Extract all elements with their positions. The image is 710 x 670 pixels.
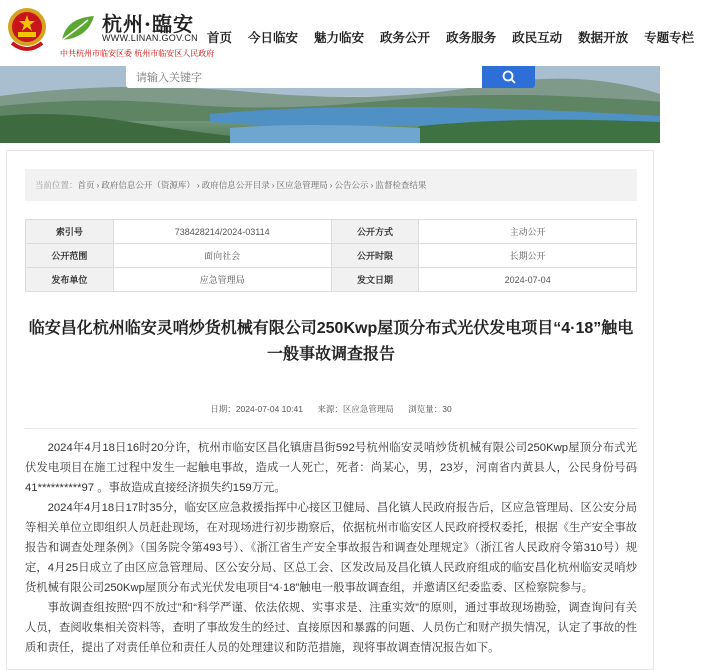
- meta-value-issue-date: 2024-07-04: [419, 268, 637, 292]
- article-paragraph: 事故调查组按照“四不放过”和“科学严谨、依法依规、实事求是、注重实效”的原则，通过事故现场勘验，调查询问有关人员，查阅收集相关资料等，查明了事故发生的经过、直接原因和暴露的问题、人员伤亡和财产损失情况，认定了事故的性质和责任，提出了对责任单位和责任人员的处理建议和防范措施，现将事故调查情况报告如下。: [25, 602, 637, 654]
- breadcrumb-item-home[interactable]: 首页: [77, 180, 95, 190]
- metadata-table: [25, 219, 637, 292]
- breadcrumb-item-notices[interactable]: 公告公示: [334, 180, 369, 190]
- site-subtitle: 中共杭州市临安区委 杭州市临安区人民政府: [60, 49, 215, 58]
- search-button[interactable]: [482, 66, 535, 88]
- site-url: WWW.LINAN.GOV.CN: [102, 33, 198, 43]
- breadcrumb-item-info-catalog[interactable]: 政府信息公开目录: [201, 180, 270, 190]
- breadcrumb: 当前位置：首页 › 政府信息公开（资源库） › 政府信息公开目录 › 区应急管理局 › 公告公示 › 监督检查结果: [25, 169, 637, 201]
- meta-value-duration: 长期公开: [419, 244, 637, 268]
- divider: [25, 428, 637, 429]
- meta-key-duration: 公开时限: [331, 244, 419, 268]
- breadcrumb-item-inspection-results[interactable]: 监督检查结果: [375, 180, 427, 190]
- search-icon: [502, 70, 516, 84]
- meta-value-index: 738428214/2024-03114: [113, 220, 331, 244]
- breadcrumb-item-emergency-bureau[interactable]: 区应急管理局: [276, 180, 328, 190]
- leaf-logo-icon: [58, 12, 98, 44]
- article-body: [25, 438, 637, 658]
- breadcrumb-lead: 当前位置：: [35, 180, 78, 190]
- table-row: [26, 268, 637, 292]
- meta-key-open-method: 公开方式: [331, 220, 419, 244]
- meta-value-publisher: 应急管理局: [113, 268, 331, 292]
- search-input[interactable]: [126, 67, 482, 89]
- site-header: [0, 0, 695, 66]
- article-paragraph: 2024年4月18日17时35分，临安区应急救援指挥中心接区卫健局、昌化镇人民政府报告后，区应急管理局、区公安分局等相关单位立即组织人员赶赴现场，在对现场进行初步勘察后，依据杭州市临安区人民政府授权委托，根据《生产安全事故报告和调查处理条例》（国务院令第493号）、《浙江省生产安全事故报告和调查处理规定》（浙江省人民政府令第310号）规定，4月25日成立了由区应急管理局、区公安分局、区总工会、区发改局及昌化镇人民政府组成的临安昌化杭州临安灵哨炒货机械有限公司250Kwp屋顶分布式光伏发电项目“4·18”触电一般事故调查组，并邀请区纪委监委、区检察院参与。: [25, 502, 637, 594]
- article-card: [6, 150, 654, 670]
- meta-key-publisher: 发布单位: [26, 268, 114, 292]
- nav-gov-service[interactable]: 政务服务: [446, 31, 497, 45]
- breadcrumb-item-info-library[interactable]: 政府信息公开（资源库）: [101, 180, 195, 190]
- meta-key-scope: 公开范围: [26, 244, 114, 268]
- article-paragraph: 2024年4月18日16时20分许，杭州市临安区昌化镇唐昌街592号杭州临安灵哨炒货机械有限公司250Kwp屋顶分布式光伏发电项目在施工过程中发生一起触电事故，造成一人死亡，死者：尚某心，男，23岁，河南省内黄县人，公民身份号码41**********97 。事故造成直接经济损失约159万元。: [25, 442, 637, 494]
- national-emblem-icon: [6, 5, 48, 55]
- meta-value-open-method: 主动公开: [419, 220, 637, 244]
- main-nav: [207, 28, 710, 46]
- table-row: [26, 220, 637, 244]
- nav-data-open[interactable]: 数据开放: [578, 31, 629, 45]
- meta-value-scope: 面向社会: [113, 244, 331, 268]
- meta-key-issue-date: 发文日期: [331, 268, 419, 292]
- table-row: [26, 244, 637, 268]
- scenic-banner: [0, 66, 660, 143]
- article-source: 来源：区应急管理局: [317, 404, 394, 414]
- article-date: 日期：2024-07-04 10:41: [210, 404, 303, 414]
- nav-topics[interactable]: 专题专栏: [644, 31, 695, 45]
- article-title: [25, 316, 637, 368]
- article-views: 浏览量：30: [408, 404, 452, 414]
- site-logo-text[interactable]: 杭州·臨安: [102, 12, 194, 36]
- nav-charm-linan[interactable]: 魅力临安: [314, 31, 365, 45]
- article-info: [25, 403, 637, 415]
- article-title-line-2: 一般事故调查报告: [266, 346, 395, 363]
- nav-home[interactable]: 首页: [207, 31, 233, 45]
- search-box: [126, 66, 482, 88]
- nav-today-linan[interactable]: 今日临安: [248, 31, 299, 45]
- article-title-line-1: 临安昌化杭州临安灵哨炒货机械有限公司250Kwp屋顶分布式光伏发电项目“4·18”触电: [28, 320, 634, 337]
- nav-interaction[interactable]: 政民互动: [512, 31, 563, 45]
- meta-key-index: 索引号: [26, 220, 114, 244]
- nav-gov-open[interactable]: 政务公开: [380, 31, 431, 45]
